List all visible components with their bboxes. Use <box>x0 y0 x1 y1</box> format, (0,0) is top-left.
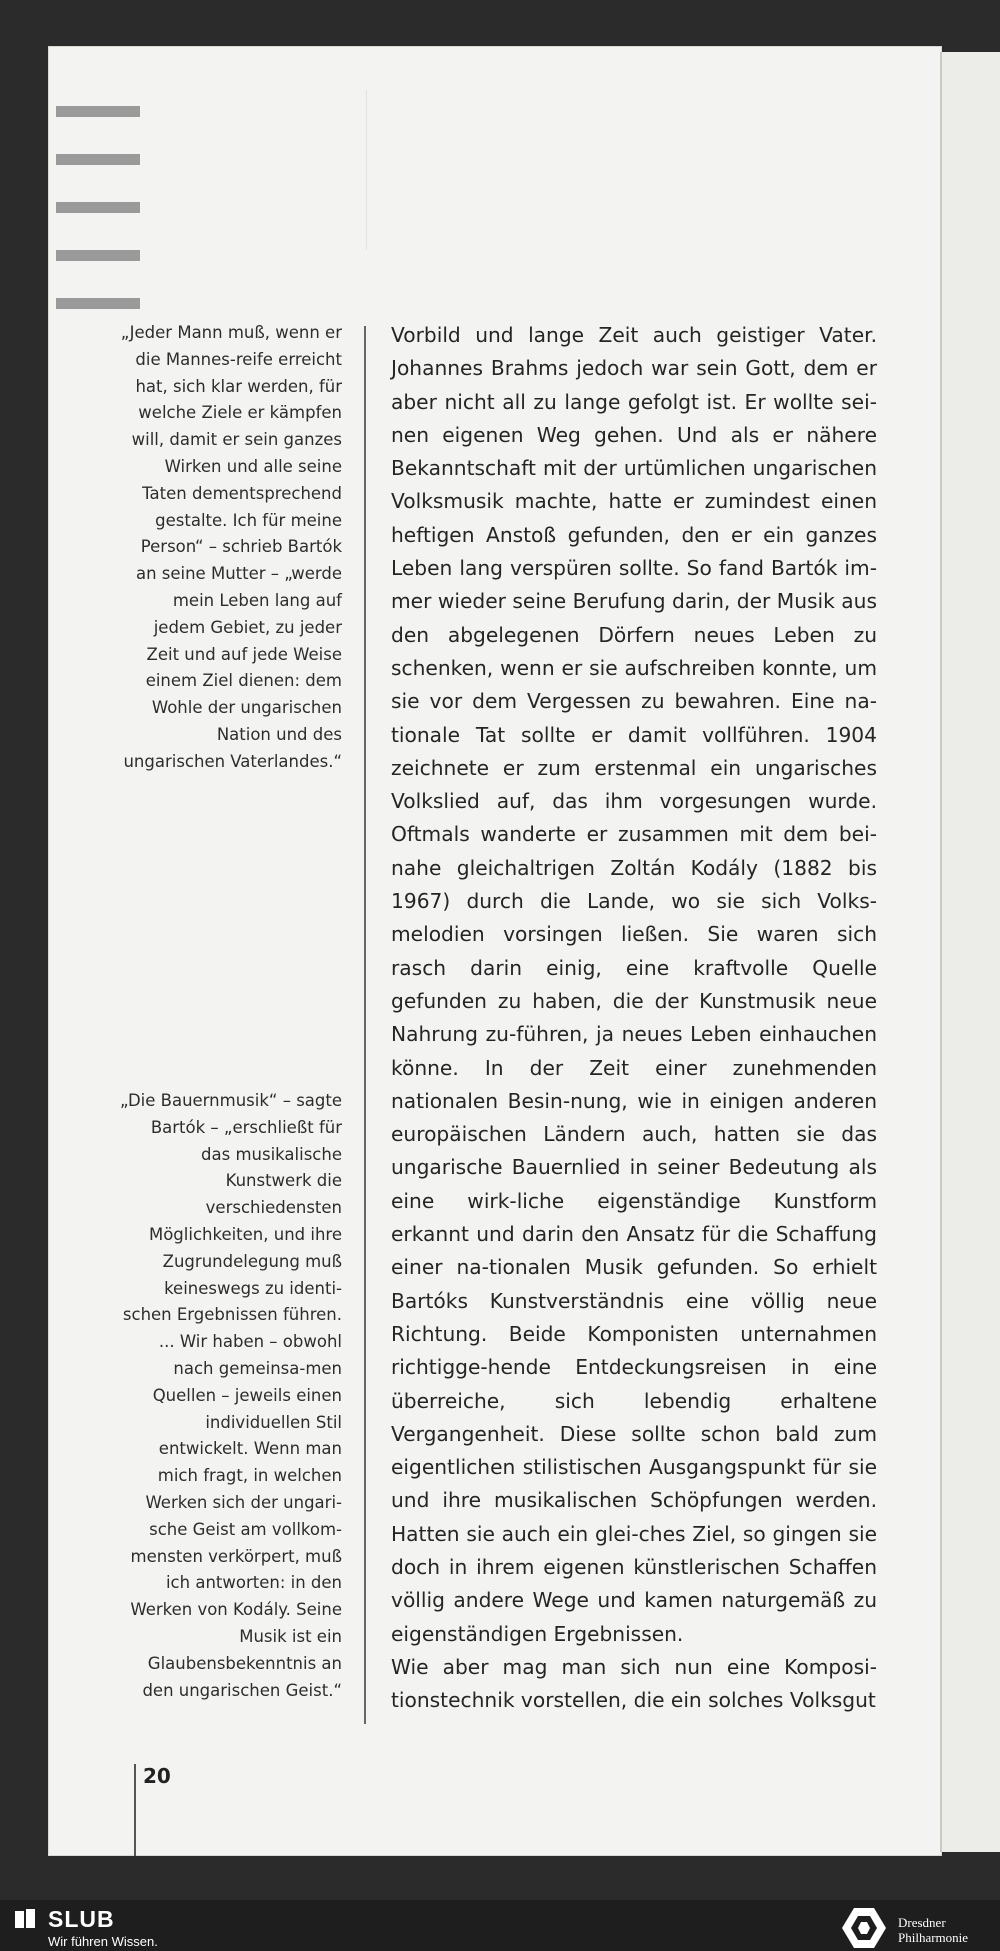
book-icon <box>14 1908 36 1930</box>
main-paragraph: Vorbild und lange Zeit auch geistiger Vater. Johannes Brahms jedoch war sein Gott, dem er aber nicht all zu lange gefolgt ist. Er wollte sei-nen eigenen Weg gehen. Und als er nähere Bekanntschaft mit der urtümlichen ungarischen Volksmusik machte, hatte er zumindest einen heftigen Anstoß gefunden, den er ein ganzes Leben lang verspüren sollte. So fand Bartók im-mer wieder seine Berufung darin, der Musik aus den abgelegenen Dörfern neues Leben zu schenken, wenn er sie aufschreiben konnte, um sie vor dem Vergessen zu bewahren. Eine na-tionale Tat sollte er damit vollführen. 1904 zeichnete er zum erstenmal ein ungarisches Volkslied auf, das ihm vorgesungen wurde. Oftmals wanderte er zusammen mit dem bei-nahe gleichaltrigen Zoltán Kodály (1882 bis 1967) durch die Lande, wo sie sich Volks-melodien vorsingen ließen. Sie waren sich rasch darin einig, eine kraftvolle Quelle gefunden zu haben, die der Kunstmusik neue Nahrung zu-führen, ja neues Leben einhauchen könne. In der Zeit einer zunehmenden nationalen Besin-nung, wie in einigen anderen europäischen Ländern auch, hatten sie das ungarische Bauernlied in seiner Bedeutung als eine wirk-liche eigenständige Kunstform erkannt und darin den Ansatz für die Schaffung einer na-tionalen Musik gefunden. So erhielt Bartóks Kunstverständnis eine völlig neue Richtung. Beide Komponisten unternahmen richtigge-hende Entdeckungsreisen in eine überreiche, sich lebendig erhaltene Vergangenheit. Diese sollte schon bald zum eigentlichen stilistischen Ausgangspunkt für sie und ihre musikalischen Schöpfungen werden. Hatten sie auch ein glei-ches Ziel, so gingen sie doch in ihrem eigenen künstlerischen Schaffen völlig andere Wege und kamen naturgemäß zu eigenständigen Ergebnissen. <box>391 323 877 1646</box>
main-paragraph: Wie aber mag man sich nun eine Komposi-tionstechnik vorstellen, die ein solches Volksgut <box>391 1654 877 1713</box>
sidebar-quote-2: „Die Bauernmusik“ – sagte Bartók – „erschließt für das musikalische Kunstwerk die verschiedensten Möglichkeiten, und ihre Zugrundelegung muß keineswegs zu identi-schen Ergebnissen führen. ... Wir haben – obwohl nach gemeinsa-men Quellen – jeweils einen individuellen Stil entwickelt. Wenn man mich fragt, in welchen Werken sich der ungari-sche Geist am vollkom-mensten verkörpert, muß ich antworten: in den Werken von Kodály. Seine Musik ist ein Glaubensbekenntnis an den ungarischen Geist.“ <box>120 1091 342 1700</box>
main-text <box>391 319 877 1717</box>
stripe <box>56 106 140 117</box>
header-stripes <box>56 106 140 346</box>
slub-name: SLUB <box>48 1906 115 1932</box>
stripe <box>56 250 140 261</box>
slub-tagline: Wir führen Wissen. <box>48 1934 158 1949</box>
viewer-footer <box>0 1900 1000 1951</box>
page-number-rule <box>134 1764 136 1856</box>
page-number: 20 <box>143 1764 171 1788</box>
philharmonie-logo-icon <box>838 1906 890 1950</box>
show-through-rule <box>366 90 367 250</box>
stripe <box>56 154 140 165</box>
next-page-edge <box>942 52 1000 1852</box>
partner-name <box>898 1915 968 1945</box>
partner-line-2: Philharmonie <box>898 1930 969 1945</box>
partner-line-1: Dresdner <box>898 1915 946 1930</box>
stripe <box>56 202 140 213</box>
sidebar-quote-1: „Jeder Mann muß, wenn er die Mannes-reife erreicht hat, sich klar werden, für welche Ziele er kämpfen will, damit er sein ganzes Wirken und alle seine Taten dementsprechend gestalte. Ich für meine Person“ – schrieb Bartók an seine Mutter – „werde mein Leben lang auf jedem Gebiet, zu jeder Zeit und auf jede Weise einem Ziel dienen: dem Wohle der ungarischen Nation und des ungarischen Vaterlandes.“ <box>120 323 342 771</box>
stripe <box>56 298 140 309</box>
column-divider <box>364 326 366 1724</box>
